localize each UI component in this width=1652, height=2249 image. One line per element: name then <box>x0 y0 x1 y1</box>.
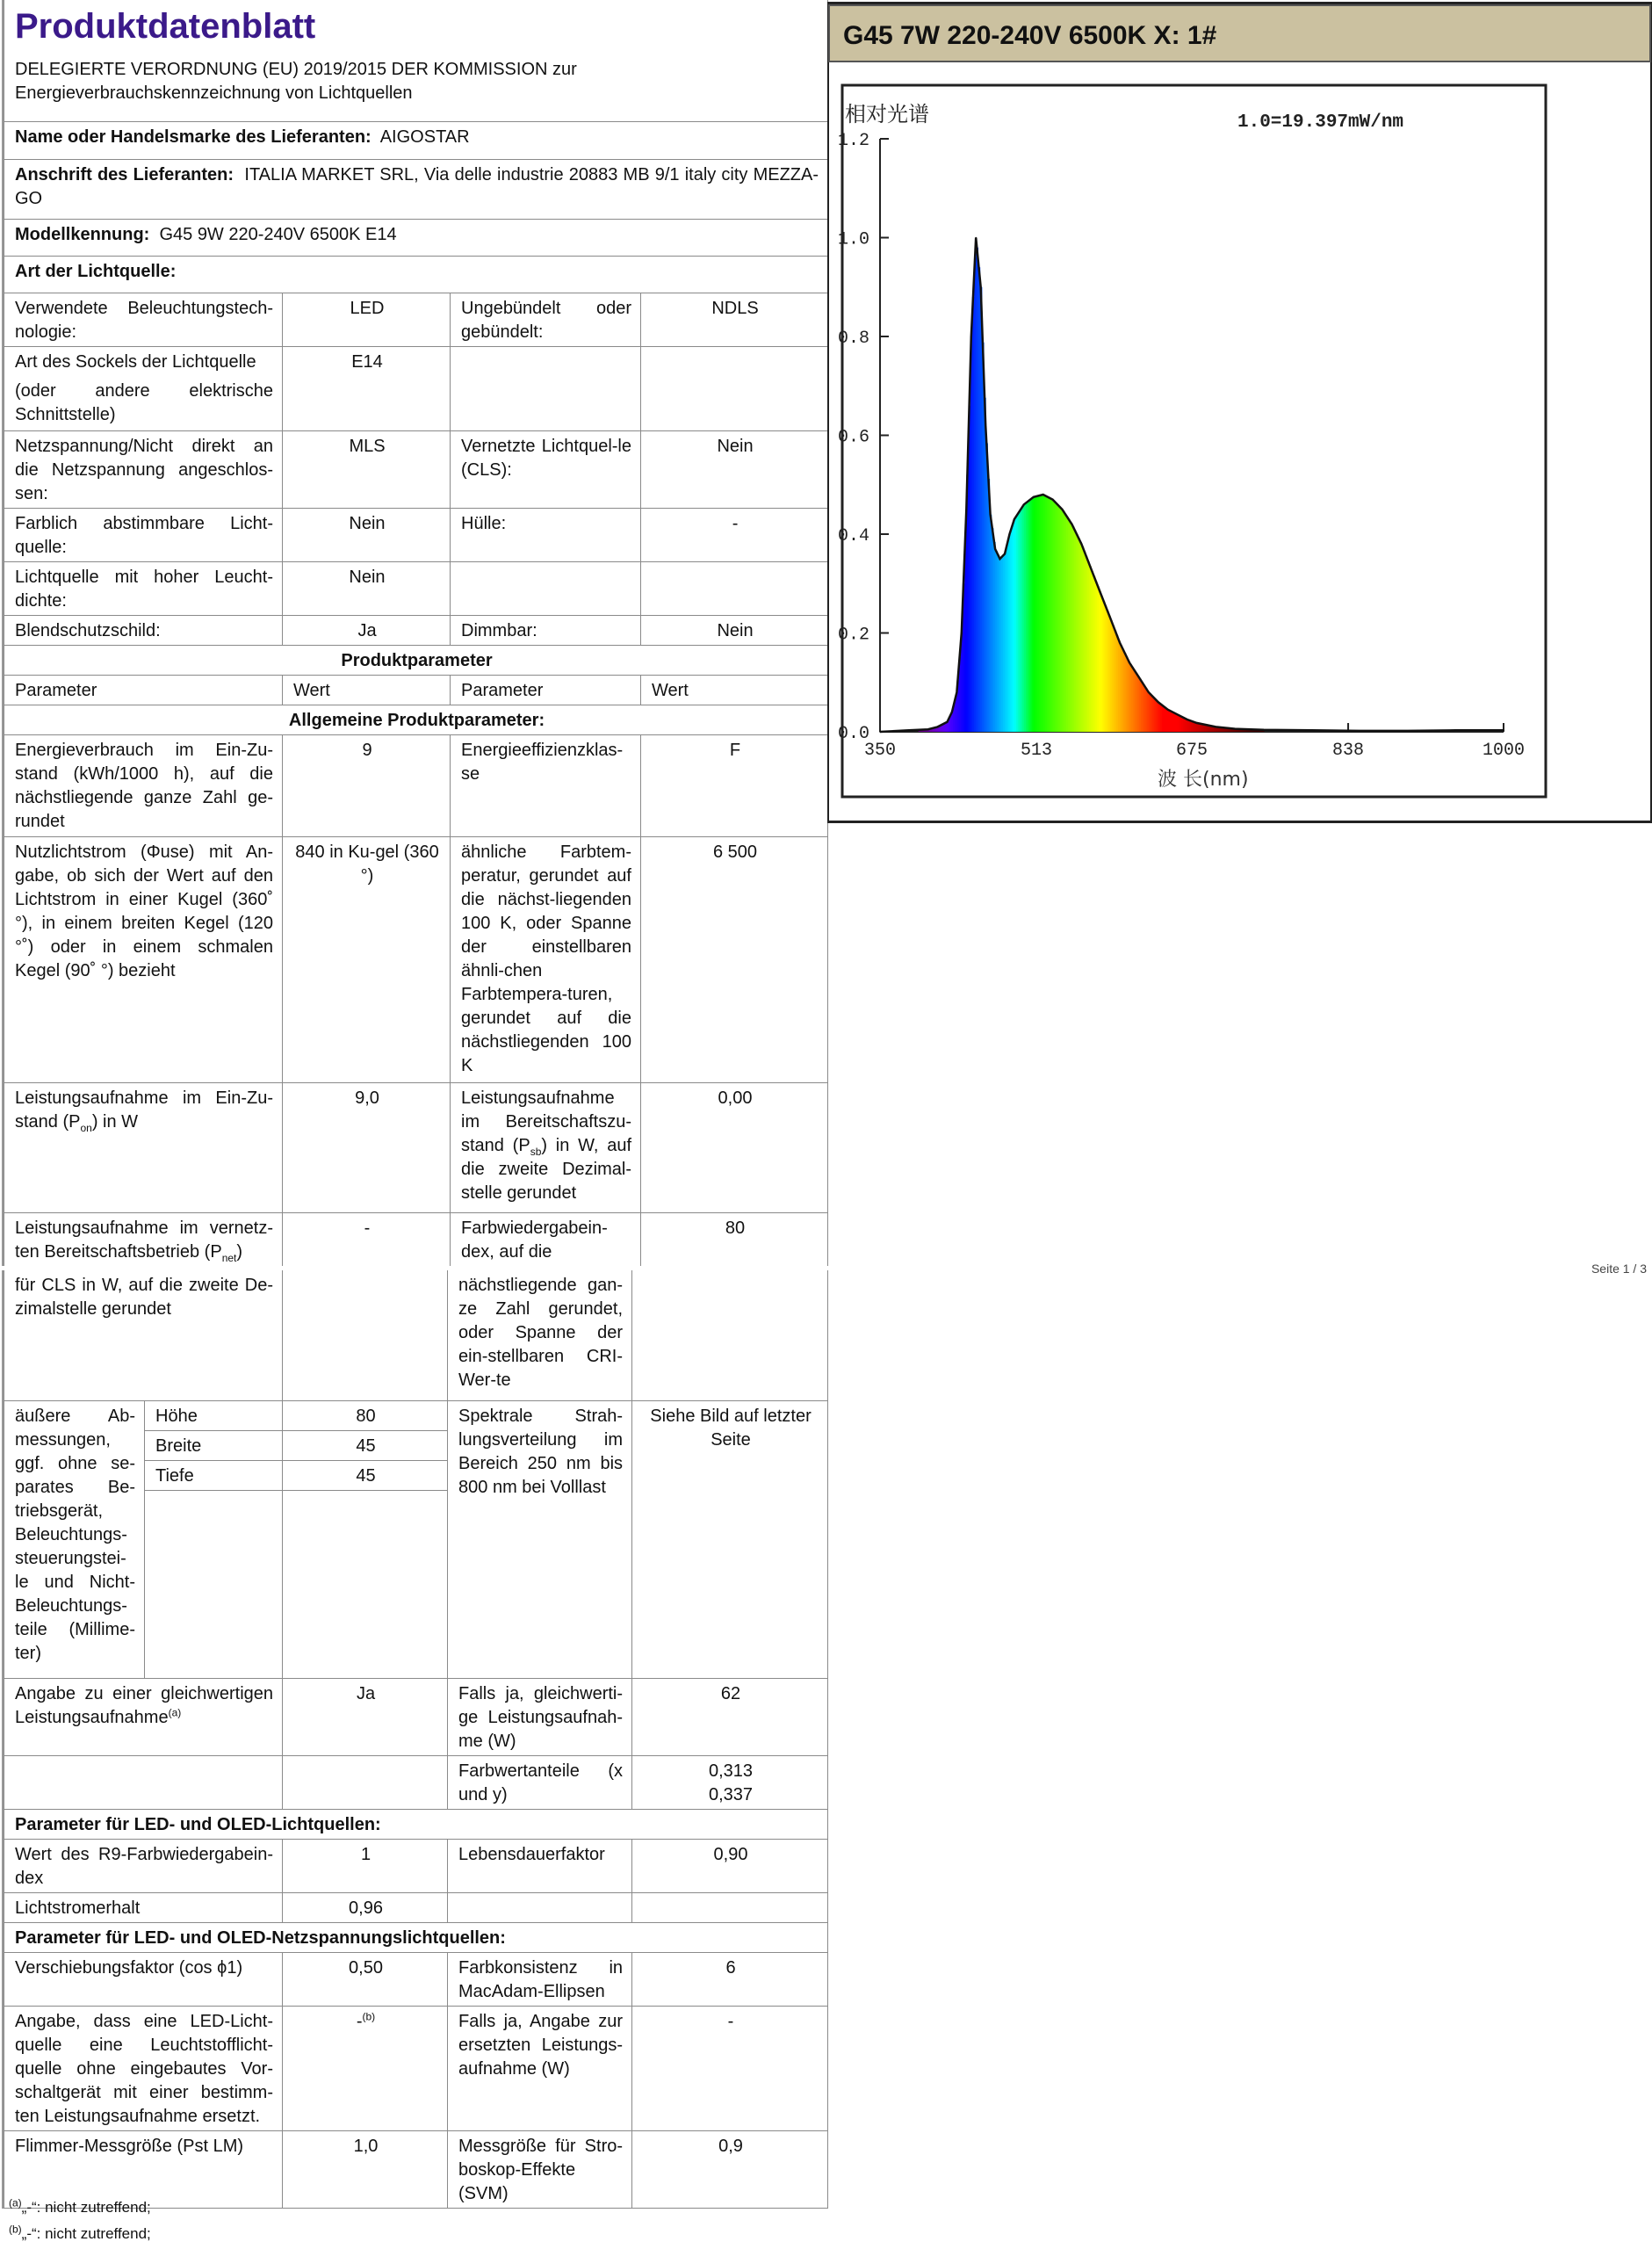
light-type-heading: Art der Lichtquelle: <box>4 256 828 293</box>
networked-subscript: net <box>221 1251 237 1264</box>
glare-value: Ja <box>283 615 451 645</box>
footnote-b-mark: (b) <box>9 2223 22 2236</box>
supplier-name-label: Name oder Handelsmarke des Lieferanten: <box>15 127 372 147</box>
equivalent-power-text: Angabe zu einer gleichwertigen Leistungsaufnahme <box>15 1683 274 1727</box>
energy-consumption-value: 9 <box>283 734 451 836</box>
networked-standby-label-cont: für CLS in W, auf die zweite De-zimalstelle gerundet <box>4 1270 283 1400</box>
socket-value: E14 <box>283 346 451 430</box>
supplier-name-value: AIGOSTAR <box>379 127 470 147</box>
chromaticity-y: 0,337 <box>708 1784 754 1804</box>
y-tick-label: 0.2 <box>837 625 869 646</box>
replaced-power-label: Falls ja, Angabe zur ersetzten Leistungs-aufnahme (W) <box>448 2006 632 2130</box>
networked-standby-value: - <box>283 1212 451 1266</box>
displacement-factor-label: Verschiebungsfaktor (cos ϕ1) <box>4 1952 283 2006</box>
empty-cell <box>283 1490 448 1678</box>
footnote-a-text: „-“: nicht zutreffend; <box>21 2199 151 2216</box>
bundled-value: NDLS <box>641 293 828 346</box>
on-mode-power-unit: ) in W <box>91 1111 139 1132</box>
fluorescent-replacement-label: Angabe, dass eine LED-Licht-quelle eine Leuchtstofflicht-quelle ohne eingebautes Vor-schaltgerät mit einer bestimm-ten Leistungsaufnahme ersetzt. <box>4 2006 283 2130</box>
empty-cell <box>451 561 641 615</box>
tunable-label: Farblich abstimmbare Licht-quelle: <box>4 508 283 561</box>
model-value: G45 9W 220-240V 6500K E14 <box>159 224 397 244</box>
x-tick-label: 838 <box>1332 741 1365 761</box>
depth-value: 45 <box>283 1460 448 1490</box>
flicker-value: 1,0 <box>283 2130 448 2208</box>
page-number: Seite 1 / 3 <box>1591 1262 1647 1276</box>
energy-consumption-label: Energieverbrauch im Ein-Zu-stand (kWh/1000 h), auf die nächstliegende ganze Zahl ge-rundet <box>4 734 283 836</box>
chromaticity-label: Farbwertanteile (x und y) <box>448 1755 632 1809</box>
displacement-factor-value: 0,50 <box>283 1952 448 2006</box>
chromaticity-x: 0,313 <box>708 1761 754 1781</box>
flicker-label: Flimmer-Messgröße (Pst LM) <box>4 2130 283 2208</box>
column-header-value: Wert <box>641 675 828 705</box>
datasheet-page-2 <box>2 1270 826 2209</box>
lumen-maintenance-value: 0,96 <box>283 1892 448 1922</box>
equivalent-power-watt-label: Falls ja, gleichwerti-ge Leistungsaufnah-me (W) <box>448 1678 632 1755</box>
macadam-label: Farbkonsistenz in MacAdam-Ellipsen <box>448 1952 632 2006</box>
tech-label: Verwendete Beleuchtungstech-nologie: <box>4 293 283 346</box>
empty-cell <box>632 1270 828 1400</box>
depth-label: Tiefe <box>145 1460 283 1490</box>
standby-power-text: Leistungsaufnahme im Bereitschaftszu-stand (P <box>461 1088 631 1155</box>
networked-standby-label <box>4 1212 283 1266</box>
glare-label: Blendschutzschild: <box>4 615 283 645</box>
useful-flux-label: Nutzlichtstrom (Φuse) mit An-gabe, ob sich der Wert auf den Lichtstrom in einer Kugel (360˚ °), in einem breiten Kegel (120 °˚) oder in einem schmalen Kegel (90˚ °) bezieht <box>4 836 283 1082</box>
socket-label-line: Art des Sockels der Lichtquelle <box>15 351 256 372</box>
y-tick-label: 0.6 <box>837 427 869 448</box>
svm-label: Messgröße für Stro-boskop-Effekte (SVM) <box>448 2130 632 2208</box>
supplier-address-label: Anschrift des Lieferanten: <box>15 164 234 184</box>
spectrum-chart <box>827 0 1652 823</box>
datasheet-table-2 <box>4 1270 828 2209</box>
useful-flux-value: 840 in Ku-gel (360 °) <box>283 836 451 1082</box>
regulation-text: DELEGIERTE VERORDNUNG (EU) 2019/2015 DER KOMMISSION zur Energieverbrauchskennzeichnung von Lichtquellen <box>4 51 828 121</box>
fluorescent-replacement-value <box>283 2006 448 2130</box>
page-title: Produktdatenblatt <box>4 0 828 51</box>
column-header-parameter: Parameter <box>4 675 283 705</box>
supplier-address-value: ITALIA MARKET SRL, Via delle industrie 20883 MB 9/1 italy city MEZZA-GO <box>15 164 819 208</box>
dimensions-label: äußere Ab-messungen, ggf. ohne se-parates Be-triebsgerät, Beleuchtungs-steuerungstei-le und Nicht-Beleuchtungs-teile (Millime-ter) <box>4 1400 145 1678</box>
product-parameters-heading: Produktparameter <box>4 645 828 675</box>
r9-label: Wert des R9-Farbwiedergabein-dex <box>4 1839 283 1892</box>
on-mode-subscript: on <box>80 1121 92 1134</box>
empty-cell <box>451 346 641 430</box>
cct-label: ähnliche Farbtem-peratur, gerundet auf die nächst-liegenden 100 K, oder Spanne der einstellbaren ähnli-chen Farbtempera-turen, gerundet auf die nächstliegenden 100 K <box>451 836 641 1082</box>
cri-label: Farbwiedergabein-dex, auf die <box>451 1212 641 1266</box>
r9-value: 1 <box>283 1839 448 1892</box>
x-tick-label: 675 <box>1175 741 1208 761</box>
footnote-b <box>9 2221 151 2247</box>
lumen-maintenance-label: Lichtstromerhalt <box>4 1892 283 1922</box>
chromaticity-values <box>632 1755 828 1809</box>
column-header-parameter: Parameter <box>451 675 641 705</box>
energy-class-label: Energieeffizienzklas-se <box>451 734 641 836</box>
footnotes <box>9 2195 151 2247</box>
y-axis-title: 相对光谱 <box>845 102 929 127</box>
spectral-distribution-label: Spektrale Strah-lungsverteilung im Bereich 250 nm bis 800 nm bei Volllast <box>448 1400 632 1678</box>
equivalent-power-watt-value: 62 <box>632 1678 828 1755</box>
mains-value: MLS <box>283 430 451 508</box>
on-mode-power-label <box>4 1082 283 1212</box>
equivalent-power-label <box>4 1678 283 1755</box>
equivalent-power-value: Ja <box>283 1678 448 1755</box>
survival-factor-value: 0,90 <box>632 1839 828 1892</box>
supplier-name-row <box>4 121 828 159</box>
dimmable-label: Dimmbar: <box>451 615 641 645</box>
y-tick-label: 1.2 <box>837 131 869 151</box>
footnote-a-marker: (a) <box>168 1705 182 1718</box>
datasheet-table-1 <box>4 0 828 1266</box>
high-luminance-label: Lichtquelle mit hoher Leucht-dichte: <box>4 561 283 615</box>
height-label: Höhe <box>145 1400 283 1430</box>
width-value: 45 <box>283 1430 448 1460</box>
cri-value: 80 <box>641 1212 828 1266</box>
macadam-value: 6 <box>632 1952 828 2006</box>
empty-cell <box>283 1755 448 1809</box>
footnote-a-mark: (a) <box>9 2196 22 2209</box>
footnote-a <box>9 2195 151 2221</box>
chart-header-title: G45 7W 220-240V 6500K X: 1# <box>843 21 1217 50</box>
mains-led-parameters-heading: Parameter für LED- und OLED-Netzspannungslichtquellen: <box>4 1922 828 1952</box>
svm-value: 0,9 <box>632 2130 828 2208</box>
y-tick-label: 0.4 <box>837 526 869 546</box>
socket-label-note: (oder andere elektrische Schnittstelle) <box>15 380 273 424</box>
envelope-label: Hülle: <box>451 508 641 561</box>
height-value: 80 <box>283 1400 448 1430</box>
model-row <box>4 219 828 256</box>
networked-standby-paren: ) <box>236 1241 243 1262</box>
empty-cell <box>632 1892 828 1922</box>
envelope-value: - <box>641 508 828 561</box>
column-header-value: Wert <box>283 675 451 705</box>
high-luminance-value: Nein <box>283 561 451 615</box>
on-mode-power-value: 9,0 <box>283 1082 451 1212</box>
socket-label <box>4 346 283 430</box>
survival-factor-label: Lebensdauerfaktor <box>448 1839 632 1892</box>
empty-cell <box>448 1892 632 1922</box>
cri-label-cont: nächstliegende gan-ze Zahl gerundet, oder Spanne der ein-stellbaren CRI-Wer-te <box>448 1270 632 1400</box>
standby-power-value: 0,00 <box>641 1082 828 1212</box>
footnote-b-marker: (b) <box>362 2009 376 2022</box>
footnote-b-text: „-“: nicht zutreffend; <box>21 2225 151 2242</box>
fluorescent-replacement-dash: - <box>356 2011 363 2031</box>
bundled-label: Ungebündelt oder gebündelt: <box>451 293 641 346</box>
supplier-address-row <box>4 159 828 219</box>
plot-frame <box>842 85 1546 797</box>
energy-class-value: F <box>641 734 828 836</box>
empty-cell <box>283 1270 448 1400</box>
cls-value: Nein <box>641 430 828 508</box>
standby-power-label <box>451 1082 641 1212</box>
cls-label: Vernetzte Lichtquel-le (CLS): <box>451 430 641 508</box>
x-tick-label: 513 <box>1021 741 1053 761</box>
x-tick-label: 350 <box>863 741 897 761</box>
mains-label: Netzspannung/Nicht direkt an die Netzspannung angeschlos-sen: <box>4 430 283 508</box>
width-label: Breite <box>145 1430 283 1460</box>
scale-note: 1.0=19.397mW/nm <box>1237 112 1404 133</box>
y-tick-label: 1.0 <box>837 229 869 250</box>
spectral-distribution-value: Siehe Bild auf letzter Seite <box>632 1400 828 1678</box>
on-mode-power-text: Leistungsaufnahme im Ein-Zu-stand (P <box>15 1088 273 1132</box>
dimmable-value: Nein <box>641 615 828 645</box>
x-axis-title: 波 长(nm) <box>1158 769 1249 791</box>
networked-standby-text: Leistungsaufnahme im vernetz-ten Bereitschaftsbetrieb (P <box>15 1218 273 1262</box>
datasheet-page-1 <box>2 0 826 1266</box>
y-tick-label: 0.8 <box>837 329 869 349</box>
empty-cell <box>641 346 828 430</box>
tech-value: LED <box>283 293 451 346</box>
cct-value: 6 500 <box>641 836 828 1082</box>
empty-cell <box>4 1755 283 1809</box>
tunable-value: Nein <box>283 508 451 561</box>
replaced-power-value: - <box>632 2006 828 2130</box>
empty-cell <box>145 1490 283 1678</box>
led-parameters-heading: Parameter für LED- und OLED-Lichtquellen: <box>4 1809 828 1839</box>
x-tick-label: 1000 <box>1482 741 1526 761</box>
y-tick-label: 0.0 <box>837 724 869 744</box>
empty-cell <box>641 561 828 615</box>
general-parameters-heading: Allgemeine Produktparameter: <box>4 705 828 734</box>
standby-power-unit: ) in W, auf die zweite Dezimal-stelle gerundet <box>461 1135 632 1203</box>
model-label: Modellkennung: <box>15 224 150 244</box>
standby-subscript: sb <box>530 1145 542 1158</box>
